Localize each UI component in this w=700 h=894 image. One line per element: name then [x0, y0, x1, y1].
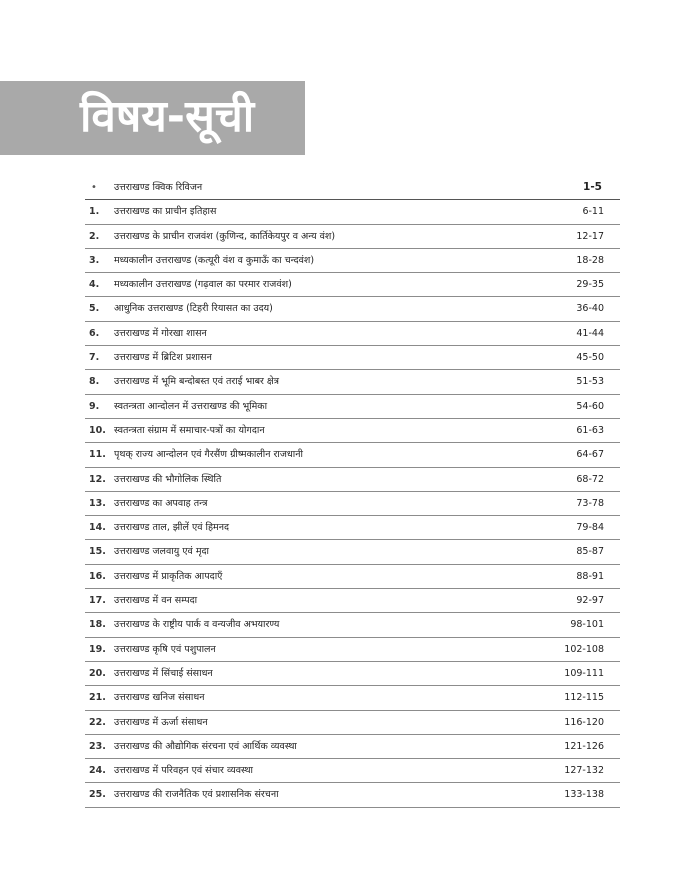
- toc-entry-number: 10.: [89, 424, 106, 436]
- toc-entry-number: 14.: [89, 522, 106, 534]
- toc-entry-number: 3.: [89, 254, 100, 266]
- toc-entry-pages: 98-101: [570, 619, 604, 631]
- toc-entry-number: 22.: [89, 716, 106, 728]
- toc-entry-pages: 36-40: [576, 303, 604, 315]
- toc-entry[interactable]: [85, 225, 620, 249]
- toc-entry-number: 7.: [89, 352, 100, 364]
- toc-entry-quick-revision[interactable]: [85, 176, 620, 200]
- toc-entry-title: मध्यकालीन उत्तराखण्ड (गढ़वाल का परमार राजवंश): [114, 279, 292, 291]
- toc-entry-number: 17.: [89, 595, 106, 607]
- toc-entry[interactable]: [85, 468, 620, 492]
- toc-entry-pages: 73-78: [576, 497, 604, 509]
- toc-entry[interactable]: [85, 443, 620, 467]
- toc-entry[interactable]: [85, 589, 620, 613]
- toc-entry-title: उत्तराखण्ड जलवायु एवं मृदा: [114, 546, 210, 558]
- toc-entry-number: 19.: [89, 643, 106, 655]
- title-banner: [0, 81, 305, 155]
- toc-entry-title: पृथक् राज्य आन्दोलन एवं गैरसैंण ग्रीष्मकालीन राजधानी: [114, 449, 303, 461]
- toc-entry[interactable]: [85, 711, 620, 735]
- toc-entry-number: 8.: [89, 376, 100, 388]
- toc-entry-pages: 12-17: [576, 230, 604, 242]
- toc-entry-pages: 1-5: [583, 181, 602, 193]
- toc-entry-title: उत्तराखण्ड का अपवाह तन्त्र: [114, 497, 208, 509]
- toc-entry[interactable]: [85, 297, 620, 321]
- toc-entry-title: उत्तराखण्ड क्विक रिविजन: [114, 182, 203, 193]
- toc-entry-pages: 41-44: [576, 327, 604, 339]
- toc-entry[interactable]: [85, 249, 620, 273]
- toc-entry-pages: 29-35: [576, 279, 604, 291]
- toc-entry-number: 12.: [89, 473, 106, 485]
- toc-entry-list: [85, 200, 620, 807]
- toc-entry-pages: 102-108: [564, 643, 604, 655]
- toc-entry-number: 2.: [89, 230, 100, 242]
- toc-entry-title: उत्तराखण्ड में परिवहन एवं संचार व्यवस्था: [114, 765, 254, 777]
- toc-entry-number: 21.: [89, 692, 106, 704]
- toc-entry[interactable]: [85, 540, 620, 564]
- toc-entry-pages: 112-115: [564, 692, 604, 704]
- toc-entry[interactable]: [85, 783, 620, 807]
- toc-entry-pages: 85-87: [576, 546, 604, 558]
- toc-entry-number: 23.: [89, 740, 106, 752]
- toc-entry[interactable]: [85, 735, 620, 759]
- toc-entry-title: उत्तराखण्ड में गोरखा शासन: [114, 327, 207, 339]
- toc-entry[interactable]: [85, 395, 620, 419]
- toc-entry[interactable]: [85, 565, 620, 589]
- toc-entry-pages: 45-50: [576, 352, 604, 364]
- toc-entry[interactable]: [85, 322, 620, 346]
- toc-entry-title: उत्तराखण्ड में ऊर्जा संसाधन: [114, 716, 208, 728]
- toc-entry-number: 4.: [89, 279, 100, 291]
- toc-entry-title: मध्यकालीन उत्तराखण्ड (कत्यूरी वंश व कुमाऊँ का चन्दवंश): [114, 254, 315, 266]
- toc-entry-title: उत्तराखण्ड में प्राकृतिक आपदाएँ: [114, 570, 223, 582]
- toc-entry-title: उत्तराखण्ड ताल, झीलें एवं हिमनद: [114, 522, 230, 534]
- table-of-contents: [85, 176, 620, 808]
- toc-entry-title: उत्तराखण्ड के राष्ट्रीय पार्क व वन्यजीव अभयारण्य: [114, 619, 280, 631]
- toc-entry-number: 16.: [89, 570, 106, 582]
- toc-entry-number: 13.: [89, 497, 106, 509]
- toc-entry-title: आधुनिक उत्तराखण्ड (टिहरी रियासत का उदय): [114, 303, 273, 315]
- toc-entry[interactable]: [85, 759, 620, 783]
- toc-entry[interactable]: [85, 613, 620, 637]
- toc-entry-pages: 121-126: [564, 740, 604, 752]
- toc-entry-title: उत्तराखण्ड खनिज संसाधन: [114, 692, 205, 704]
- toc-entry-title: उत्तराखण्ड की राजनैतिक एवं प्रशासनिक संरचना: [114, 789, 279, 801]
- toc-entry-number: 15.: [89, 546, 106, 558]
- bullet-icon: •: [91, 182, 97, 193]
- toc-entry[interactable]: [85, 200, 620, 224]
- toc-entry-pages: 88-91: [576, 570, 604, 582]
- toc-entry-pages: 54-60: [576, 400, 604, 412]
- toc-entry-pages: 18-28: [576, 254, 604, 266]
- toc-entry-number: 6.: [89, 327, 100, 339]
- toc-entry-pages: 133-138: [564, 789, 604, 801]
- toc-entry-pages: 51-53: [576, 376, 604, 388]
- toc-entry[interactable]: [85, 516, 620, 540]
- toc-entry-title: उत्तराखण्ड कृषि एवं पशुपालन: [114, 643, 216, 655]
- toc-entry-title: स्वतन्त्रता संग्राम में समाचार-पत्रों का योगदान: [114, 424, 265, 436]
- toc-entry-number: 5.: [89, 303, 100, 315]
- toc-entry-pages: 116-120: [564, 716, 604, 728]
- toc-entry[interactable]: [85, 419, 620, 443]
- toc-entry-pages: 127-132: [564, 765, 604, 777]
- toc-entry-title: स्वतन्त्रता आन्दोलन में उत्तराखण्ड की भूमिका: [114, 400, 268, 412]
- toc-entry-pages: 92-97: [576, 595, 604, 607]
- toc-entry-pages: 109-111: [564, 667, 604, 679]
- toc-entry-number: 24.: [89, 765, 106, 777]
- toc-entry-pages: 61-63: [576, 424, 604, 436]
- page-title: विषय-सूची: [80, 91, 255, 142]
- toc-entry-title: उत्तराखण्ड के प्राचीन राजवंश (कुणिन्द, कार्तिकेयपुर व अन्य वंश): [114, 230, 336, 242]
- toc-entry-number: 25.: [89, 789, 106, 801]
- toc-entry[interactable]: [85, 370, 620, 394]
- toc-entry[interactable]: [85, 638, 620, 662]
- toc-entry-title: उत्तराखण्ड की औद्योगिक संरचना एवं आर्थिक व्यवस्था: [114, 740, 297, 752]
- toc-entry-title: उत्तराखण्ड की भौगोलिक स्थिति: [114, 473, 222, 485]
- toc-entry-title: उत्तराखण्ड में सिंचाई संसाधन: [114, 667, 213, 679]
- toc-entry-pages: 6-11: [582, 206, 604, 218]
- toc-entry-title: उत्तराखण्ड में ब्रिटिश प्रशासन: [114, 352, 212, 364]
- toc-entry-number: 18.: [89, 619, 106, 631]
- toc-entry[interactable]: [85, 686, 620, 710]
- toc-entry[interactable]: [85, 662, 620, 686]
- toc-entry-title: उत्तराखण्ड का प्राचीन इतिहास: [114, 206, 217, 218]
- toc-entry-pages: 79-84: [576, 522, 604, 534]
- toc-entry[interactable]: [85, 273, 620, 297]
- toc-entry-pages: 64-67: [576, 449, 604, 461]
- toc-entry-pages: 68-72: [576, 473, 604, 485]
- toc-entry-number: 1.: [89, 206, 100, 218]
- toc-entry[interactable]: [85, 492, 620, 516]
- toc-entry-number: 20.: [89, 667, 106, 679]
- toc-entry-number: 11.: [89, 449, 106, 461]
- toc-entry[interactable]: [85, 346, 620, 370]
- toc-entry-title: उत्तराखण्ड में वन सम्पदा: [114, 595, 198, 607]
- toc-entry-title: उत्तराखण्ड में भूमि बन्दोबस्त एवं तराई भाबर क्षेत्र: [114, 376, 279, 388]
- toc-entry-number: 9.: [89, 400, 100, 412]
